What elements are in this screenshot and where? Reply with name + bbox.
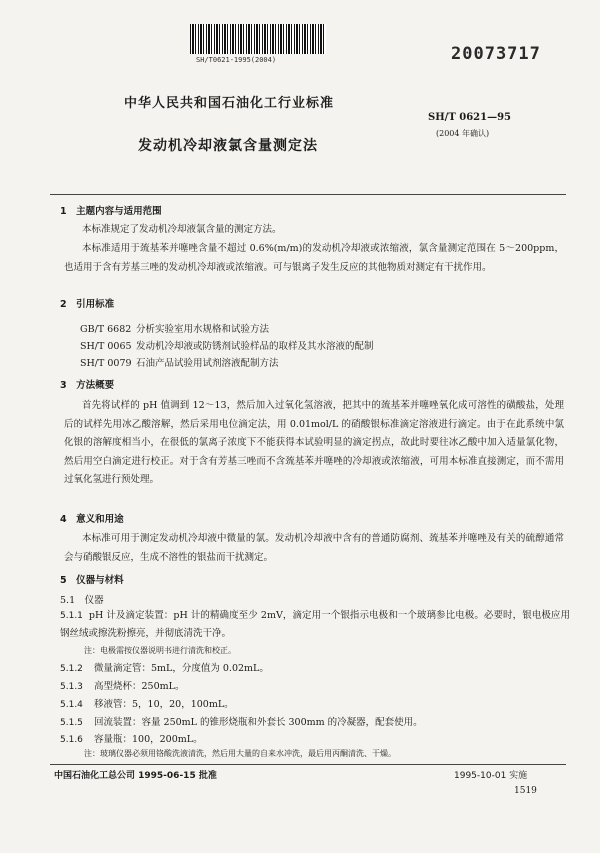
- list-item: [60, 678, 184, 692]
- reference-code: SH/T 0065: [80, 341, 132, 352]
- section-3-paragraph: 首先将试样的 pH 值调到 12～13，然后加入过氧化氢溶液，把其中的巯基苯并噻唑氧化成可溶性的磺酸盐，处理后的试样先用冰乙酸溶解，然后采用电位滴定法，用 0.01mol/L 的硝酸银标准滴定溶液进行滴定。由于在此系统中氯化银的溶解度相当小，在很低的氯离子浓度下不能获得本试验明显的滴定拐点，故此时要往冰乙酸中加入适量氯化物，然后用空白滴定进行校正。对于含有芳基三唑而不含巯基苯并噻唑的冷却液或浓缩液，可用本标准直接测定，而不需用过氧化氢进行预处理。: [64, 400, 564, 485]
- reconfirm-note: (2004 年确认): [436, 129, 490, 138]
- item-number: 5.1.1: [60, 611, 83, 621]
- reference-code: SH/T 0079: [80, 358, 132, 369]
- barcode-text: SH/T0621-1995(2004): [196, 56, 277, 64]
- standard-code: SH/T 0621—95: [428, 112, 511, 123]
- reference-code: GB/T 6682: [80, 324, 132, 335]
- item-text: pH 计及滴定装置：pH 计的精确度至少 2mV，滴定用一个银指示电极和一个玻璃参比电极。必要时，银电极应用钢丝绒或擦洗粉擦亮，并彻底清洗干净。: [60, 610, 570, 639]
- item-text: 高型烧杯：250mL。: [94, 681, 185, 692]
- section-1-paragraph-2: 本标准适用于巯基苯并噻唑含量不超过 0.6%(m/m)的发动机冷却液或浓缩液，氯含量测定范围在 5～200ppm，也适用于含有芳基三唑的发动机冷却液或浓缩液。可与银离子发生反应的其他物质对测定有干扰作用。: [64, 243, 564, 273]
- item-number: 5.1.2: [60, 664, 83, 674]
- item-number: 5.1.4: [60, 700, 83, 710]
- reference-item: [80, 338, 374, 352]
- item-text: 移液管：5，10，20，100mL。: [94, 699, 234, 710]
- barcode-image: [190, 24, 326, 54]
- approval-info: 中国石油化工总公司 1995-06-15 批准: [54, 771, 217, 781]
- item-text: 微量滴定管：5mL，分度值为 0.02mL。: [94, 663, 269, 674]
- section-4-paragraph: 本标准可用于测定发动机冷却液中微量的氯。发动机冷却液中含有的普通防腐剂、巯基苯并噻唑及有关的硫醇通常会与硝酸银反应，生成不溶性的银盐而干扰测定。: [64, 533, 564, 563]
- list-item: [60, 714, 423, 728]
- subsection-5-1-heading: 5.1 仪器: [60, 595, 104, 606]
- list-item: [60, 607, 570, 643]
- item-number: 5.1.5: [60, 718, 83, 728]
- reference-title: 分析实验室用水规格和试验方法: [136, 324, 270, 335]
- section-4-heading: 4 意义和用途: [60, 514, 124, 525]
- note-text: 注：电极需按仪器说明书进行清洗和校正。: [84, 646, 236, 655]
- item-number: 5.1.6: [60, 735, 83, 745]
- section-5-heading: 5 仪器与材料: [60, 575, 124, 586]
- reference-title: 石油产品试验用试剂溶液配制方法: [136, 358, 279, 369]
- list-item: [60, 696, 234, 710]
- page-number: 1519: [514, 786, 537, 796]
- note-text: 注：玻璃仪器必须用铬酸洗液清洗，然后用大量的自来水冲洗，最后用丙酮清洗、干燥。: [84, 749, 396, 758]
- item-text: 容量瓶：100，200mL。: [94, 734, 203, 745]
- document-number-stamp: 20073717: [451, 44, 541, 64]
- section-1-paragraph-1: 本标准规定了发动机冷却液氯含量的测定方法。: [82, 224, 282, 235]
- reference-title: 发动机冷却液或防锈剂试验样品的取样及其水溶液的配制: [136, 341, 374, 352]
- implementation-date: 1995-10-01 实施: [454, 771, 528, 781]
- footer-divider: [50, 764, 566, 765]
- section-2-heading: 2 引用标准: [60, 299, 115, 310]
- item-text: 回流装置：容量 250mL 的锥形烧瓶和外套长 300mm 的冷凝器，配套使用。: [94, 717, 423, 728]
- title-divider: [50, 194, 566, 195]
- section-1-heading: 1 主题内容与适用范围: [60, 206, 162, 217]
- industry-standard-title: 中华人民共和国石油化工行业标准: [124, 96, 335, 111]
- reference-item: [80, 355, 279, 369]
- reference-item: [80, 321, 269, 335]
- list-item: [60, 660, 269, 674]
- list-item: [60, 731, 203, 745]
- section-3-heading: 3 方法概要: [60, 380, 115, 391]
- item-number: 5.1.3: [60, 682, 83, 692]
- page-title: 发动机冷却液氯含量测定法: [138, 138, 318, 154]
